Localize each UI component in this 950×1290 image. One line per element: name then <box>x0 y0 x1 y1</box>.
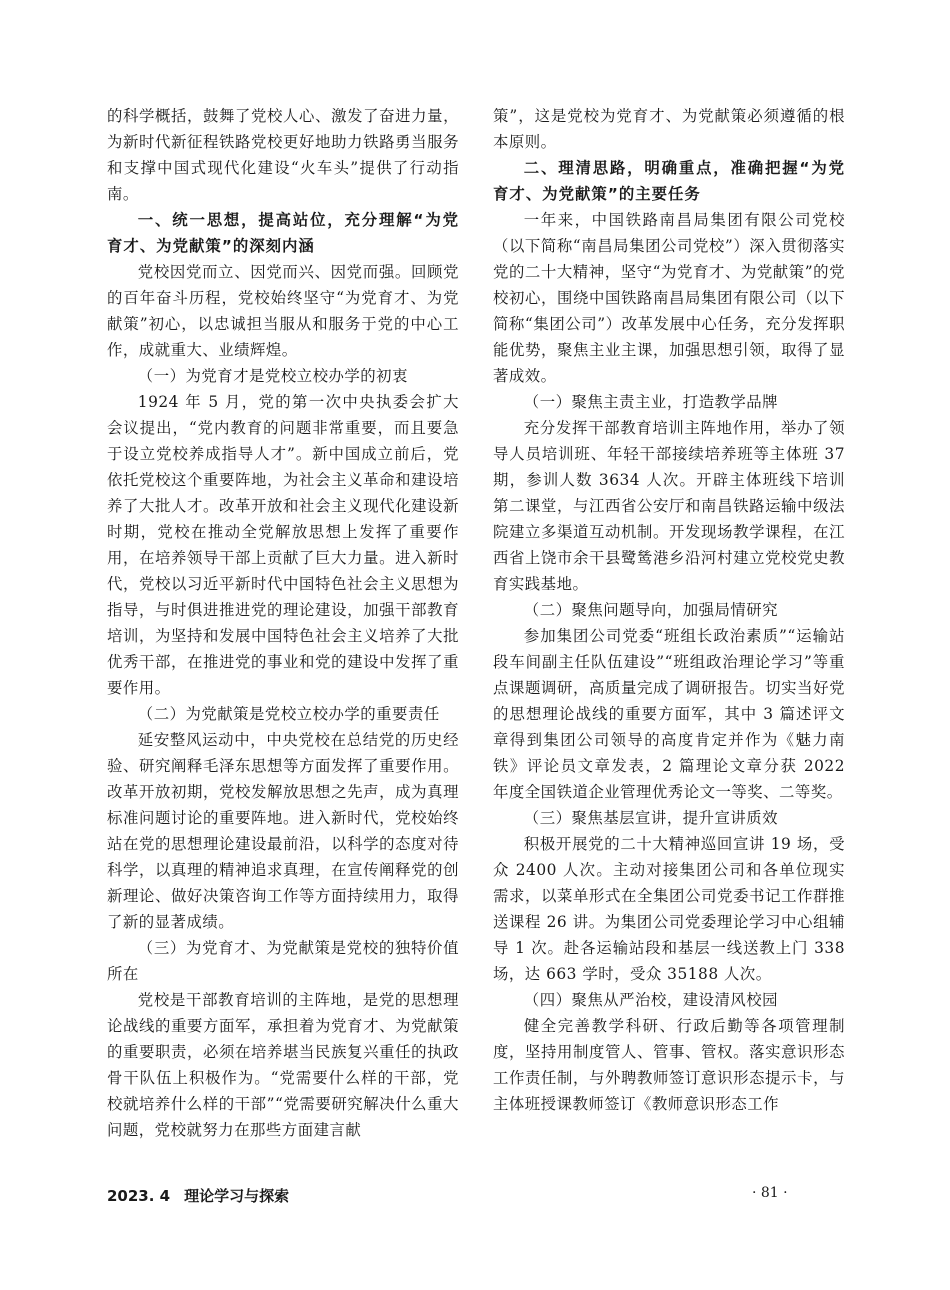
right-column <box>493 103 845 1117</box>
paragraph: （三）聚焦基层宣讲，提升宣讲质效 <box>523 809 779 827</box>
footer-journal-info <box>107 1185 303 1206</box>
paragraph: 健全完善教学科研、行政后勤等各项管理制度，坚持用制度管人、管事、管权。落实意识形态工作责任制，与外聘教师签订意识形态提示卡，与主体班授课教师签订《教师意识形态工作 <box>493 1017 845 1113</box>
paragraph: 党校是干部教育培训的主阵地，是党的思想理论战线的重要方面军，承担着为党育才、为党献策的重要职责，必须在培养堪当民族复兴重任的执政骨干队伍上积极作为。“党需要什么样的干部，党校就培养什么样的干部”“党需要研究解决什么重大问题，党校就努力在那些方面建言献 <box>107 991 459 1139</box>
paragraph: 参加集团公司党委“班组长政治素质”“运输站段车间副主任队伍建设”“班组政治理论学习”等重点课题调研，高质量完成了调研报告。切实当好党的思想理论战线的重要方面军，其中 3 篇述评文章得到集团公司领导的高度肯定并作为《魅力南铁》评论员文章发表，2 篇理论文章分获 2022 年度全国铁道企业管理优秀论文一等奖、二等奖。 <box>493 627 845 801</box>
paragraph: 1924 年 5 月，党的第一次中央执委会扩大会议提出，“党内教育的问题非常重要，而且要急于设立党校养成指导人才”。新中国成立前后，党依托党校这个重要阵地，为社会主义革命和建设培养了大批人才。改革开放和社会主义现代化建设新时期，党校在推动全党解放思想上发挥了重要作用，在培养领导干部上贡献了巨大力量。进入新时代，党校以习近平新时代中国特色社会主义思想为指导，与时俱进推进党的理论建设，加强干部教育培训，为坚持和发展中国特色社会主义培养了大批优秀干部，在推进党的事业和党的建设中发挥了重要作用。 <box>107 393 459 697</box>
paragraph: 积极开展党的二十大精神巡回宣讲 19 场，受众 2400 人次。主动对接集团公司和各单位现实需求，以菜单形式在全集团公司党委书记工作群推送课程 26 讲。为集团公司党委理论学习中心组辅导 1 次。赴各运输站段和基层一线送教上门 338 场，达 663 学时，受众 35188 人次。 <box>493 835 845 983</box>
paragraph: 一年来，中国铁路南昌局集团有限公司党校（以下简称“南昌局集团公司党校”）深入贯彻落实党的二十大精神，坚守“为党育才、为党献策”的党校初心，围绕中国铁路南昌局集团有限公司（以下简称“集团公司”）改革发展中心任务，充分发挥职能优势，聚焦主业主课，加强思想引领，取得了显著成效。 <box>493 211 845 385</box>
page-number: · 81 · <box>752 1185 788 1201</box>
paragraph: （二）聚焦问题导向，加强局情研究 <box>523 601 779 619</box>
paragraph: （一）为党育才是党校立校办学的初衷 <box>137 367 408 385</box>
paragraph: （三）为党育才、为党献策是党校的独特价值所在 <box>107 939 459 983</box>
paragraph: 的科学概括，鼓舞了党校人心、激发了奋进力量，为新时代新征程铁路党校更好地助力铁路勇当服务和支撑中国式现代化建设“火车头”提供了行动指南。 <box>107 107 459 203</box>
section-heading: 二、理清思路，明确重点，准确把握“为党育才、为党献策”的主要任务 <box>493 159 845 203</box>
paragraph: 延安整风运动中，中央党校在总结党的历史经验、研究阐释毛泽东思想等方面发挥了重要作用。改革开放初期，党校发解放思想之先声，成为真理标准问题讨论的重要阵地。进入新时代，党校始终站在党的思想理论建设最前沿，以科学的态度对待科学，以真理的精神追求真理，在宣传阐释党的创新理论、做好决策咨询工作等方面持续用力，取得了新的显著成绩。 <box>107 731 459 931</box>
issue-number: 2023. 4 <box>107 1187 171 1205</box>
paragraph: 充分发挥干部教育培训主阵地作用，举办了领导人员培训班、年轻干部接续培养班等主体班 37 期，参训人数 3634 人次。开辟主体班线下培训第二课堂，与江西省公安厅和南昌铁路运输中级法院建立多渠道互动机制。开发现场教学课程，在江西省上饶市余干县鹭鸶港乡沿河村建立党校党史教育实践基地。 <box>493 419 845 593</box>
paragraph: 策”，这是党校为党育才、为党献策必须遵循的根本原则。 <box>493 107 845 151</box>
journal-title: 理论学习与探索 <box>184 1187 290 1205</box>
paragraph: （二）为党献策是党校立校办学的重要责任 <box>137 705 440 723</box>
paragraph: （四）聚焦从严治校，建设清风校园 <box>523 991 779 1009</box>
left-column <box>107 103 459 1143</box>
section-heading: 一、统一思想，提高站位，充分理解“为党育才、为党献策”的深刻内涵 <box>107 211 459 255</box>
paragraph: （一）聚焦主责主业，打造教学品牌 <box>523 393 779 411</box>
paragraph: 党校因党而立、因党而兴、因党而强。回顾党的百年奋斗历程，党校始终坚守“为党育才、为党献策”初心，以忠诚担当服从和服务于党的中心工作，成就重大、业绩辉煌。 <box>107 263 459 359</box>
